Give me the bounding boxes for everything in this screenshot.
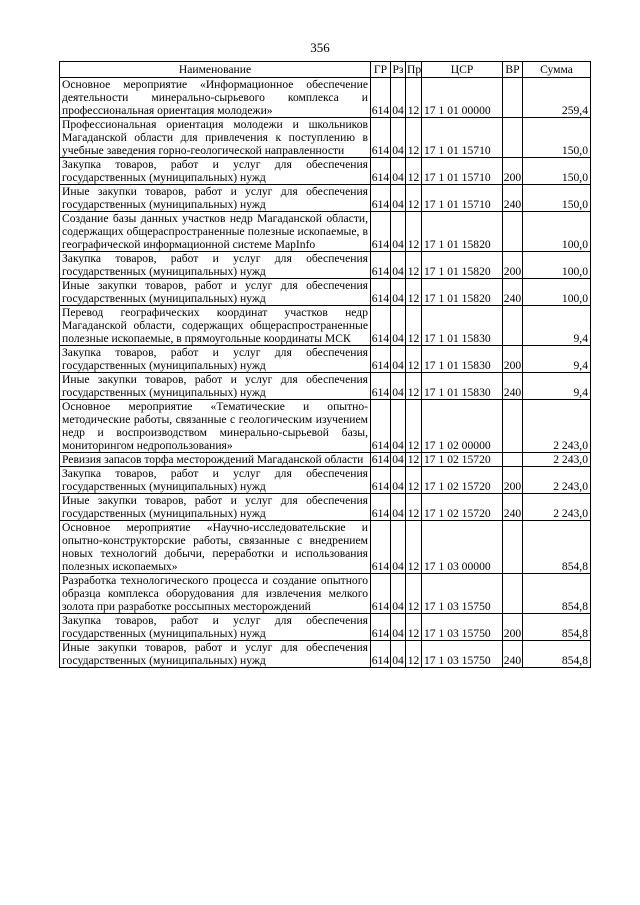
cell-sum: 9,4 [523, 306, 591, 346]
cell-gr: 614 [371, 467, 391, 494]
cell-csr: 17 1 01 15820 [422, 252, 503, 279]
cell-vr: 240 [503, 641, 523, 668]
cell-pr: 12 [406, 306, 422, 346]
cell-rz: 04 [391, 306, 406, 346]
cell-csr: 17 1 01 15710 [422, 158, 503, 185]
cell-csr: 17 1 01 15710 [422, 118, 503, 158]
cell-name: Закупка товаров, работ и услуг для обеспечения государственных (муниципальных) нужд [60, 252, 371, 279]
cell-sum: 2 243,0 [523, 400, 591, 453]
cell-sum: 100,0 [523, 212, 591, 252]
cell-csr: 17 1 03 15750 [422, 574, 503, 614]
cell-pr: 12 [406, 521, 422, 574]
cell-csr: 17 1 02 00000 [422, 400, 503, 453]
cell-rz: 04 [391, 467, 406, 494]
cell-rz: 04 [391, 400, 406, 453]
cell-name: Основное мероприятие «Научно-исследовательские и опытно-конструкторские работы, связанные с внедрением новых технологий добычи, переработки и использования полезных ископаемых» [60, 521, 371, 574]
cell-csr: 17 1 01 00000 [422, 78, 503, 118]
cell-gr: 614 [371, 453, 390, 466]
cell-gr: 614 [371, 306, 391, 346]
cell-gr: 614 [371, 346, 391, 373]
cell-csr: 17 1 02 15720 [422, 467, 503, 494]
table-row [60, 279, 591, 306]
cell-pr: 12 [406, 158, 422, 185]
table-row [60, 574, 591, 614]
table-row [60, 641, 591, 668]
cell-rz: 04 [391, 574, 406, 614]
cell-sum: 854,8 [523, 641, 591, 668]
cell-rz: 04 [391, 279, 406, 306]
table-row [60, 494, 591, 521]
cell-pr: 12 [406, 614, 422, 641]
cell-sum: 854,8 [523, 574, 591, 614]
cell-pr: 12 [406, 400, 422, 453]
cell-rz: 04 [391, 252, 406, 279]
cell-name: Перевод географических координат участков недр Магаданской области, содержащих общераспространенные полезные ископаемые, в прямоугольные координаты МСК [60, 306, 371, 346]
cell-sum: 854,8 [523, 614, 591, 641]
cell-vr: 200 [503, 346, 523, 373]
table-row [60, 185, 591, 212]
cell-sum: 100,0 [523, 252, 591, 279]
cell-rz: 04 [391, 494, 406, 521]
cell-vr: 200 [503, 467, 523, 494]
cell-vr: 240 [503, 373, 523, 400]
table-row [60, 346, 591, 373]
cell-pr: 12 [406, 453, 422, 467]
header-csr: ЦСР [422, 62, 503, 78]
cell-vr: 240 [503, 279, 523, 306]
cell-gr: 614 [371, 185, 391, 212]
cell-rz: 04 [391, 614, 406, 641]
cell-csr: 17 1 03 00000 [422, 521, 503, 574]
cell-rz: 04 [391, 78, 406, 118]
cell-gr: 614 [371, 118, 391, 158]
cell-sum: 100,0 [523, 279, 591, 306]
cell-rz: 04 [391, 641, 406, 668]
table-row [60, 467, 591, 494]
header-vr: ВР [503, 62, 523, 78]
cell-pr: 12 [406, 279, 422, 306]
cell-pr: 12 [406, 494, 422, 521]
cell-gr: 614 [371, 279, 391, 306]
cell-pr: 12 [406, 252, 422, 279]
cell-pr: 12 [406, 373, 422, 400]
cell-csr: 17 1 03 15750 [422, 614, 503, 641]
cell-gr: 614 [371, 614, 391, 641]
cell-vr [503, 574, 523, 614]
cell-pr: 12 [406, 78, 422, 118]
cell-sum: 150,0 [523, 158, 591, 185]
cell-name: Иные закупки товаров, работ и услуг для обеспечения государственных (муниципальных) нужд [60, 641, 371, 668]
cell-vr [503, 212, 523, 252]
table-row [60, 400, 591, 453]
cell-gr: 614 [371, 574, 391, 614]
cell-vr [503, 453, 523, 467]
cell-csr: 17 1 03 15750 [422, 641, 503, 668]
cell-vr [503, 400, 523, 453]
cell-vr: 200 [503, 252, 523, 279]
cell-name: Основное мероприятие «Информационное обеспечение деятельности минерально-сырьевого комплекса и профессиональная ориентация молодежи» [60, 78, 371, 118]
cell-vr [503, 306, 523, 346]
cell-gr: 614 [371, 78, 391, 118]
cell-rz: 04 [391, 373, 406, 400]
cell-name: Иные закупки товаров, работ и услуг для обеспечения государственных (муниципальных) нужд [60, 279, 371, 306]
cell-rz: 04 [391, 212, 406, 252]
cell-csr: 17 1 01 15820 [422, 279, 503, 306]
cell-pr: 12 [406, 118, 422, 158]
cell-pr: 12 [406, 574, 422, 614]
cell-csr: 17 1 02 15720 [422, 453, 503, 467]
cell-sum: 2 243,0 [523, 494, 591, 521]
table-header-row [60, 62, 591, 78]
cell-gr: 614 [371, 641, 391, 668]
table-row [60, 373, 591, 400]
cell-csr: 17 1 01 15820 [422, 212, 503, 252]
cell-csr: 17 1 01 15830 [422, 306, 503, 346]
header-gr: ГР [371, 62, 391, 78]
cell-gr: 614 [371, 400, 391, 453]
budget-table [59, 61, 591, 668]
cell-sum: 9,4 [523, 346, 591, 373]
cell-vr [503, 78, 523, 118]
cell-sum: 150,0 [523, 185, 591, 212]
cell-vr: 240 [503, 494, 523, 521]
table-row [60, 118, 591, 158]
cell-sum: 9,4 [523, 373, 591, 400]
cell-pr: 12 [406, 185, 422, 212]
cell-name: Ревизия запасов торфа месторождений Магаданской области [60, 453, 371, 467]
cell-gr: 614 [371, 158, 391, 185]
cell-pr: 12 [406, 346, 422, 373]
cell-rz: 04 [391, 185, 406, 212]
cell-gr: 614 [371, 373, 391, 400]
cell-rz: 04 [391, 118, 406, 158]
cell-name: Иные закупки товаров, работ и услуг для обеспечения государственных (муниципальных) нужд [60, 373, 371, 400]
cell-vr [503, 521, 523, 574]
header-pr: Пр [407, 63, 422, 76]
table-row [60, 453, 591, 467]
cell-pr: 12 [406, 641, 422, 668]
cell-rz: 04 [391, 521, 406, 574]
cell-name: Основное мероприятие «Тематические и опытно-методические работы, связанные с геологическим изучением недр и воспроизводством минерально-сырьевой базы, мониторингом недропользования» [60, 400, 371, 453]
table-row [60, 212, 591, 252]
cell-csr: 17 1 01 15830 [422, 373, 503, 400]
table-row [60, 252, 591, 279]
header-name: Наименование [60, 62, 371, 78]
header-sum: Сумма [523, 62, 591, 78]
cell-pr: 12 [406, 212, 422, 252]
table-row [60, 521, 591, 574]
page-number: 356 [310, 40, 330, 55]
cell-sum: 2 243,0 [523, 467, 591, 494]
cell-name: Закупка товаров, работ и услуг для обеспечения государственных (муниципальных) нужд [60, 467, 371, 494]
cell-vr [503, 118, 523, 158]
cell-gr: 614 [371, 212, 391, 252]
header-rz: Рз [392, 63, 404, 76]
cell-sum: 854,8 [523, 521, 591, 574]
table-row [60, 78, 591, 118]
cell-rz: 04 [391, 346, 406, 373]
cell-csr: 17 1 01 15710 [422, 185, 503, 212]
cell-name: Иные закупки товаров, работ и услуг для обеспечения государственных (муниципальных) нужд [60, 185, 371, 212]
cell-gr: 614 [371, 521, 391, 574]
cell-name: Иные закупки товаров, работ и услуг для обеспечения государственных (муниципальных) нужд [60, 494, 371, 521]
cell-rz: 04 [391, 158, 406, 185]
cell-pr: 12 [406, 467, 422, 494]
cell-name: Закупка товаров, работ и услуг для обеспечения государственных (муниципальных) нужд [60, 614, 371, 641]
table-row [60, 614, 591, 641]
cell-rz: 04 [392, 453, 404, 466]
cell-csr: 17 1 01 15830 [422, 346, 503, 373]
cell-name: Профессиональная ориентация молодежи и школьников Магаданской области для привлечения к поступлению в учебные заведения горно-геологической направленности [60, 118, 371, 158]
cell-name: Закупка товаров, работ и услуг для обеспечения государственных (муниципальных) нужд [60, 158, 371, 185]
cell-name: Закупка товаров, работ и услуг для обеспечения государственных (муниципальных) нужд [60, 346, 371, 373]
cell-gr: 614 [371, 494, 391, 521]
cell-csr: 17 1 02 15720 [422, 494, 503, 521]
cell-gr: 614 [371, 252, 391, 279]
cell-sum: 150,0 [523, 118, 591, 158]
cell-vr: 240 [503, 185, 523, 212]
cell-vr: 200 [503, 614, 523, 641]
cell-name: Разработка технологического процесса и создание опытного образца комплекса оборудования для извлечения мелкого золота при разработке россыпных месторождений [60, 574, 371, 614]
cell-sum: 259,4 [523, 78, 591, 118]
table-row [60, 306, 591, 346]
cell-vr: 200 [503, 158, 523, 185]
table-row [60, 158, 591, 185]
cell-name: Создание базы данных участков недр Магаданской области, содержащих общераспространенные полезные ископаемые, в географической информационной системе MapInfo [60, 212, 371, 252]
cell-sum: 2 243,0 [523, 453, 591, 467]
